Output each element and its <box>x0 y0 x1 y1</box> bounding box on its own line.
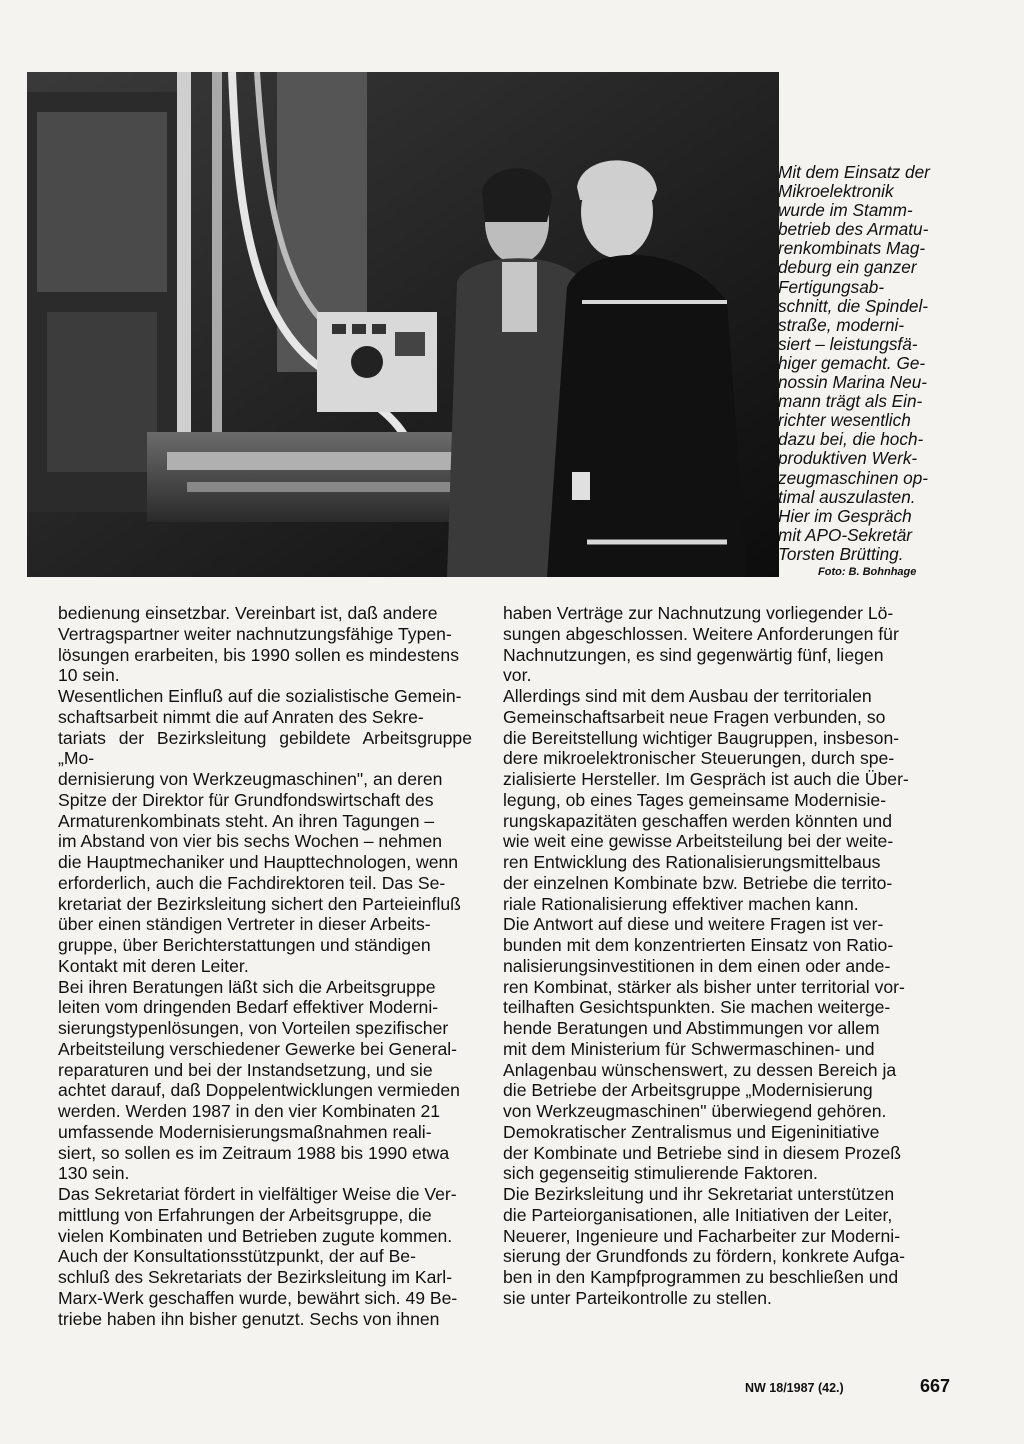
text-line: dere mikroelektronischer Steuerungen, durch spe- <box>503 748 895 769</box>
caption-line: mit APO-Sekretär <box>778 524 913 545</box>
text-line: sierung der Grundfonds zu fördern, konkrete Aufga- <box>503 1246 905 1267</box>
text-line: bedienung einsetzbar. Vereinbart ist, daß andere <box>58 603 438 623</box>
text-line: mittlung von Erfahrungen der Arbeitsgruppe, die <box>58 1204 432 1225</box>
text-line: bunden mit dem konzentrierten Einsatz von Ratio- <box>503 935 894 955</box>
text-line: die Hauptmechaniker und Haupttechnologen, wenn <box>58 852 459 872</box>
caption-line: produktiven Werk- <box>778 448 918 469</box>
text-line: die Betriebe der Arbeitsgruppe „Modernisierung <box>503 1080 873 1101</box>
text-line: Armaturenkombinats steht. An ihren Tagungen – <box>58 810 435 831</box>
caption-line: dazu bei, die hoch- <box>778 429 924 450</box>
caption-line: Torsten Brütting. <box>778 543 904 564</box>
text-line: Wesentlichen Einfluß auf die sozialistische Gemein- <box>58 686 462 706</box>
caption-line: schnitt, die Spindel- <box>778 295 928 316</box>
text-line: Die Antwort auf diese und weitere Fragen ist ver- <box>503 914 884 935</box>
right-column <box>503 603 947 1309</box>
text-line: Allerdings sind mit dem Ausbau der territorialen <box>503 686 872 706</box>
page-number: 667 <box>919 1376 950 1396</box>
text-line: Vertragspartner weiter nachnutzungsfähige Typen- <box>58 623 452 644</box>
text-line: rungskapazitäten geschaffen werden könnten und <box>503 810 892 831</box>
text-line: Bei ihren Beratungen läßt sich die Arbeitsgruppe <box>58 976 436 997</box>
caption-line: straße, moderni- <box>778 314 905 335</box>
text-line: Demokratischer Zentralismus und Eigeninitiative <box>503 1121 880 1142</box>
text-line: erforderlich, auch die Fachdirektoren teil. Das Se- <box>58 872 446 893</box>
text-line: über einen ständigen Vertreter in dieser Arbeits- <box>58 914 431 935</box>
text-line: sierungstypenlösungen, von Vorteilen spezifischer <box>58 1018 449 1038</box>
text-line: Auch der Konsultationsstützpunkt, der auf Be- <box>58 1246 416 1267</box>
photo-caption <box>778 163 953 564</box>
text-line: schaftsarbeit nimmt die auf Anraten des Sekre- <box>58 706 424 727</box>
caption-line: Hier im Gespräch <box>778 505 912 526</box>
text-line: legung, ob eines Tages gemeinsame Modernisie- <box>503 789 887 810</box>
caption-line: Mikroelektronik <box>778 181 894 202</box>
text-line: achtet darauf, daß Doppelentwicklungen vermieden <box>58 1080 460 1101</box>
text-line: haben Verträge zur Nachnutzung vorliegender Lö- <box>503 603 894 623</box>
text-line: Neuerer, Ingenieure und Facharbeiter zur Moderni- <box>503 1225 901 1246</box>
text-line: dernisierung von Werkzeugmaschinen", an deren <box>58 769 443 789</box>
text-line: sich gegenseitig stimulierende Faktoren. <box>503 1163 818 1184</box>
text-line: nalisierungsinvestitionen in dem einen oder ande- <box>503 955 891 976</box>
text-line: Die Bezirksleitung und ihr Sekretariat unterstützen <box>503 1184 895 1204</box>
text-line: die Parteiorganisationen, alle Initiativen der Leiter, <box>503 1204 893 1225</box>
text-line: 10 sein. <box>58 665 120 686</box>
caption-line: nossin Marina Neu- <box>778 372 928 393</box>
text-line: sie unter Parteikontrolle zu stellen. <box>503 1287 772 1308</box>
text-line: schluß des Sekretariats der Bezirksleitung im Karl- <box>58 1267 453 1287</box>
text-line: sungen abgeschlossen. Weitere Anforderungen für <box>503 623 899 644</box>
caption-line: renkombinats Mag- <box>778 238 926 259</box>
text-line: ben in den Kampfprogrammen zu beschließen und <box>503 1267 899 1287</box>
caption-line: betrieb des Armatu- <box>778 219 929 240</box>
text-line: von Werkzeugmaschinen" überwiegend gehören. <box>503 1101 887 1121</box>
text-line: 130 sein. <box>58 1163 130 1184</box>
caption-line: siert – leistungsfä- <box>778 333 918 354</box>
text-line: Spitze der Direktor für Grundfondswirtschaft des <box>58 789 434 810</box>
text-line: die Bereitstellung wichtiger Baugruppen, insbeson- <box>503 727 900 748</box>
article-photo <box>27 72 779 577</box>
caption-line: Mit dem Einsatz der <box>778 162 930 182</box>
issue-label: NW 18/1987 (42.) <box>745 1381 844 1395</box>
caption-line: deburg ein ganzer <box>778 257 917 278</box>
text-line: Arbeitsteilung verschiedener Gewerke bei General- <box>58 1038 457 1059</box>
text-line: Kontakt mit deren Leiter. <box>58 955 249 976</box>
text-line: der Kombinate und Betriebe sind in diesem Prozeß <box>503 1142 902 1163</box>
caption-line: Fertigungsab- <box>778 276 885 297</box>
caption-line: timal auszulasten. <box>778 486 916 507</box>
text-line: mit dem Ministerium für Schwermaschinen- und <box>503 1038 875 1059</box>
text-line: im Abstand von vier bis sechs Wochen – nehmen <box>58 831 443 852</box>
caption-line: richter wesentlich <box>778 410 911 431</box>
text-line: zialisierte Hersteller. Im Gespräch ist auch die Über- <box>503 769 909 789</box>
text-line: vor. <box>503 665 532 686</box>
text-line: vielen Kombinaten und Betrieben zugute kommen. <box>58 1225 453 1246</box>
text-line: Marx-Werk geschaffen wurde, bewährt sich. 49 Be- <box>58 1287 458 1308</box>
text-line: teilhaften Gesichtspunkten. Sie machen weiterge- <box>503 997 891 1018</box>
text-line: ren Entwicklung des Rationalisierungsmittelbaus <box>503 852 881 872</box>
text-line: Gemeinschaftsarbeit neue Fragen verbunden, so <box>503 706 886 727</box>
text-line: gruppe, über Berichterstattungen und ständigen <box>58 935 431 955</box>
text-line: umfassende Modernisierungsmaßnahmen reali- <box>58 1121 432 1142</box>
caption-line: wurde im Stamm- <box>778 200 913 221</box>
text-line: ren Kombinat, stärker als bisher unter territorial vor- <box>503 976 905 997</box>
text-line: Das Sekretariat fördert in vielfältiger Weise die Ver- <box>58 1184 457 1204</box>
text-line: werden. Werden 1987 in den vier Kombinaten 21 <box>58 1101 441 1121</box>
caption-line: zeugmaschinen op- <box>778 467 929 488</box>
text-line: wie weit eine gewisse Arbeitsteilung bei der weite- <box>503 831 894 852</box>
text-line: Nachnutzungen, es sind gegenwärtig fünf, liegen <box>503 644 884 665</box>
text-line: riale Rationalisierung effektiver machen kann. <box>503 893 859 914</box>
text-line: der einzelnen Kombinate bzw. Betriebe die territo- <box>503 872 893 893</box>
text-line: siert, so sollen es im Zeitraum 1988 bis 1990 etwa <box>58 1142 450 1163</box>
caption-line: higer gemacht. Ge- <box>778 352 926 373</box>
text-line: kretariat der Bezirksleitung sichert den Parteieinfluß <box>58 893 461 914</box>
page-footer <box>745 1376 950 1397</box>
text-line: leiten vom dringenden Bedarf effektiver Moderni- <box>58 997 439 1018</box>
left-column <box>58 603 472 1329</box>
text-line: tariats der Bezirksleitung gebildete Arbeitsgruppe „Mo- <box>58 727 472 769</box>
text-line: hende Beratungen und Abstimmungen vor allem <box>503 1018 880 1038</box>
photo-illustration <box>27 72 779 577</box>
text-line: lösungen erarbeiten, bis 1990 sollen es mindestens <box>58 644 460 665</box>
text-line: reparaturen und bei der Instandsetzung, und sie <box>58 1059 433 1080</box>
text-line: triebe haben ihn bisher genutzt. Sechs von ihnen <box>58 1308 440 1329</box>
caption-line: mann trägt als Ein- <box>778 391 923 412</box>
photo-credit: Foto: B. Bohnhage <box>818 566 917 578</box>
text-line: Anlagenbau wünschenswert, zu dessen Bereich ja <box>503 1059 897 1080</box>
